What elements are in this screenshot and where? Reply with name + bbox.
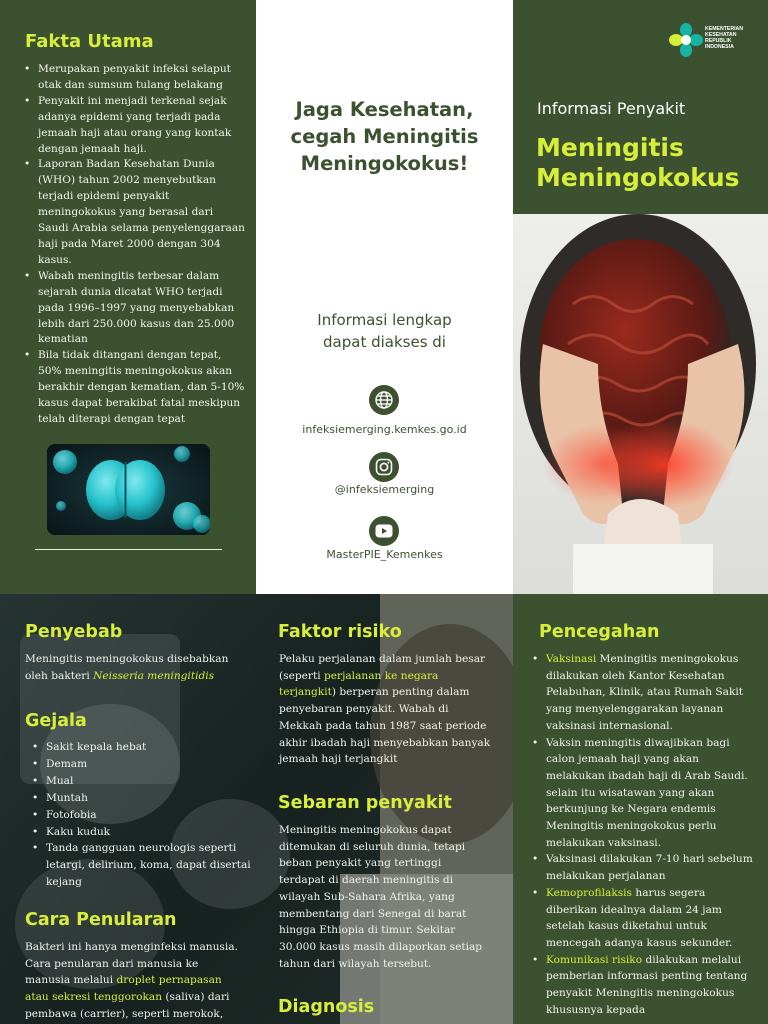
faktor-text: Pelaku perjalanan dalam jumlah besar (seperti perjalanan ke negara terjangkit) berperan penting dalam penyebaran penyakit. Wabah di Mekkah pada tahun 1987 saat periode akhir ibadah haji menyebabkan banyak jemaah haji terjangkit [279, 653, 491, 766]
list-item: • Fotofobia [32, 807, 262, 824]
list-item: • Muntah [32, 790, 262, 807]
slogan: Jaga Kesehatan, cegah Meningitis Meningokokus! [290, 98, 479, 175]
fakta-panel [0, 0, 256, 594]
info-lead: Informasi lengkap dapat diakses di [317, 311, 452, 351]
bacteria-image [47, 444, 210, 535]
list-item: • Kaku kuduk [32, 824, 262, 841]
youtube-link[interactable]: MasterPIE_Kemenkes [326, 548, 443, 561]
list-item: • Mual [32, 773, 262, 790]
list-item: • Vaksin meningitis diwajibkan bagi calon jemaah haji yang akan melakukan ibadah haji di Arab Saudi. selain itu wisatawan yang akan berkunjung ke Negara endemis Meningitis meningokokus perlu melakukan vaksinasi. [532, 735, 756, 852]
instagram-link[interactable]: @infeksiemerging [334, 483, 435, 496]
fakta-title: Fakta Utama [25, 31, 154, 52]
headache-photo [513, 214, 768, 594]
list-item: • Tanda gangguan neurologis seperti letargi, delirium, koma, dapat disertai kejang [32, 840, 262, 891]
sebaran-title: Sebaran penyakit [278, 793, 452, 813]
youtube-icon[interactable] [369, 516, 399, 546]
cara-title: Cara Penularan [25, 910, 177, 930]
pencegahan-panel [513, 594, 768, 1024]
logo-text: KEMENTERIAN KESEHATAN REPUBLIK INDONESIA [705, 26, 744, 50]
instagram-icon[interactable] [369, 452, 399, 482]
pencegahan-title: Pencegahan [539, 622, 660, 642]
list-item: • Komunikasi risiko dilakukan melalui pemberian informasi penting tentang penyakit Meningitis meningokokus khususnya kepada [532, 952, 756, 1019]
gejala-title: Gejala [25, 711, 87, 731]
list-item: • Sakit kepala hebat [32, 739, 262, 756]
gejala-list [32, 739, 262, 891]
list-item: • Vaksinasi Meningitis meningokokus dilakukan oleh Kantor Kesehatan Pelabuhan, Klinik, atau Rumah Sakit yang menyelenggarakan layanan vaksinasi internasional. [532, 651, 756, 735]
faktor-title: Faktor risiko [278, 622, 402, 642]
cover-title: Meningitis Meningokokus [536, 133, 740, 192]
cover-subtitle: Informasi Penyakit [537, 99, 686, 118]
pencegahan-list [532, 651, 756, 1018]
website-link[interactable]: infeksiemerging.kemkes.go.id [302, 423, 467, 436]
divider [35, 549, 222, 550]
list-item: • Laporan Badan Kesehatan Dunia (WHO) tahun 2002 menyebutkan terjadi epidemi penyakit meningokokus yang berasal dari Saudi Arabia selama penyelenggaraan haji pada Maret 2000 dengan 304 kasus. [24, 157, 246, 268]
sebaran-text: Meningitis meningokokus dapat ditemukan di seluruh dunia, tetapi beban penyakit yang tertinggi terdapat di daerah meningitis di wilayah Sub-Sahara Afrika, yang membentang dari Senegal di barat hingga Ethiopia di timur. Sekitar 30.000 kasus masih dilaporkan setiap tahun dari wilayah tersebut. [279, 824, 483, 970]
kemenkes-logo [668, 20, 758, 60]
list-item: • Demam [32, 756, 262, 773]
list-item: • Merupakan penyakit infeksi selaput otak dan sumsum tulang belakang [24, 62, 246, 94]
diagnosis-title: Diagnosis [278, 997, 375, 1017]
list-item: • Kemoprofilaksis harus segera diberikan idealnya dalam 24 jam setelah kasus diketahui untuk mencegah adanya kasus sekunder. [532, 885, 756, 952]
cover-panel [513, 0, 768, 594]
fakta-list [24, 62, 246, 428]
contact-panel [256, 0, 513, 594]
penyebab-text: Meningitis meningokokus disebabkan oleh bakteri Neisseria meningitidis [25, 653, 229, 682]
list-item: • Vaksinasi dilakukan 7-10 hari sebelum melakukan perjalanan [532, 851, 756, 884]
list-item: • Wabah meningitis terbesar dalam sejarah dunia dicatat WHO terjadi pada 1996–1997 yang menyebabkan lebih dari 250.000 kasus dan 25.000 kematian [24, 269, 246, 349]
list-item: • Bila tidak ditangani dengan tepat, 50% meningitis meningokokus akan berakhir dengan kematian, dan 5-10% kasus dapat berakibat fatal meskipun telah diterapi dengan tepat [24, 348, 246, 428]
cara-text: Bakteri ini hanya menginfeksi manusia. Cara penularan dari manusia ke manusia melalui droplet pernapasan atau sekresi tenggorokan (saliva) dari pembawa (carrier), seperti merokok, [25, 941, 238, 1020]
penyebab-title: Penyebab [25, 622, 123, 642]
list-item: • Penyakit ini menjadi terkenal sejak adanya epidemi yang terjadi pada jemaah haji atau orang yang kontak dengan jemaah haji. [24, 94, 246, 158]
globe-icon[interactable] [369, 385, 399, 415]
